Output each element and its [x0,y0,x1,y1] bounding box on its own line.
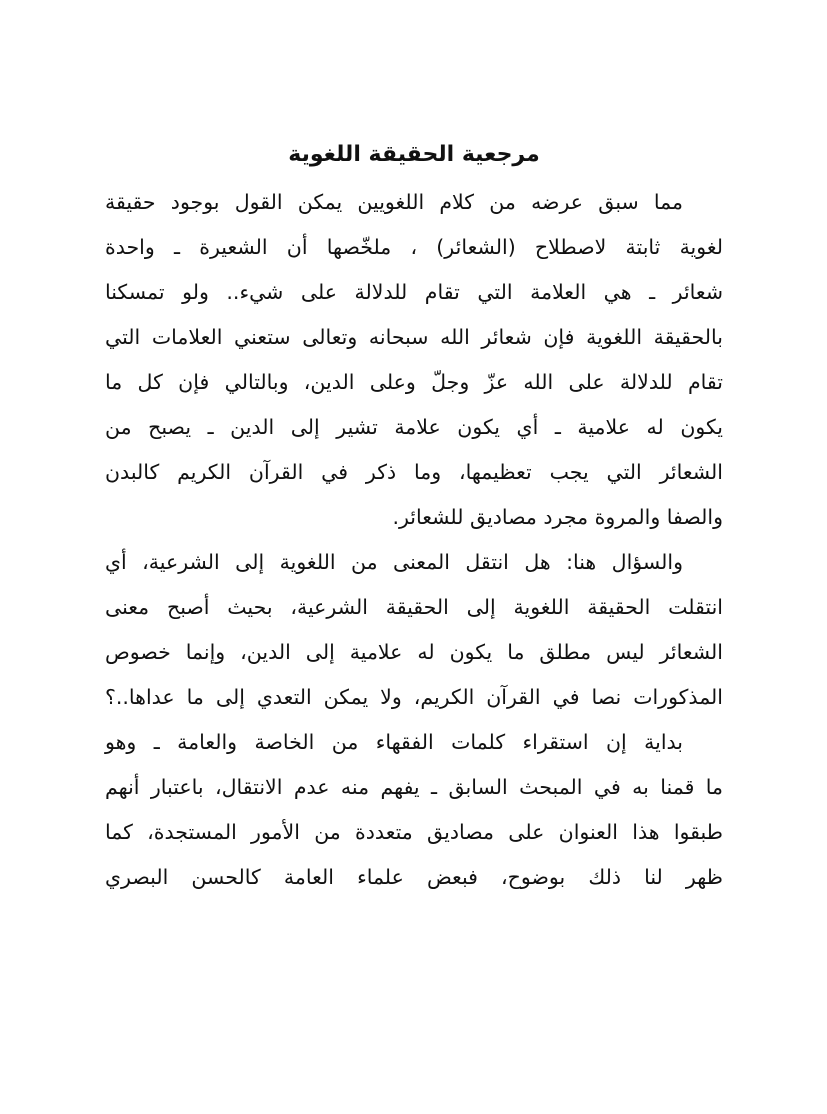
text-line: بداية إن استقراء كلمات الفقهاء من الخاصة والعامة ـ وهو [105,730,683,754]
text-line: ظهر لنا ذلك بوضوح، فبعض علماء العامة كالحسن البصري [105,865,723,889]
text-line: والسؤال هنا: هل انتقل المعنى من اللغوية إلى الشرعية، أي [105,550,683,574]
text-line: المذكورات نصا في القرآن الكريم، ولا يمكن التعدي إلى ما عداها..؟ [105,685,723,709]
text-line: تقام للدلالة على الله عزّ وجلّ وعلى الدين، وبالتالي فإن كل ما [105,370,723,394]
text-line: الشعائر ليس مطلق ما يكون له علامية إلى الدين، وإنما خصوص [105,640,723,664]
section-title: مرجعية الحقيقة اللغوية [288,142,540,167]
text-line: والصفا والمروة مجرد مصاديق للشعائر. [392,505,723,529]
text-line: يكون له علامية ـ أي يكون علامة تشير إلى الدين ـ يصبح من [105,415,723,439]
text-line: الشعائر التي يجب تعظيمها، وما ذكر في القرآن الكريم كالبدن [105,460,723,484]
text-line: طبقوا هذا العنوان على مصاديق متعددة من الأمور المستجدة، كما [105,820,723,844]
text-line: مما سبق عرضه من كلام اللغويين يمكن القول بوجود حقيقة [105,190,683,214]
text-line: لغوية ثابتة لاصطلاح (الشعائر) ، ملخّصها أن الشعيرة ـ واحدة [105,235,723,259]
document-page [105,130,723,900]
text-line: بالحقيقة اللغوية فإن شعائر الله سبحانه وتعالى ستعني العلامات التي [105,325,723,349]
text-line: شعائر ـ هي العلامة التي تقام للدلالة على شيء.. ولو تمسكنا [105,280,723,304]
text-line: ما قمنا به في المبحث السابق ـ يفهم منه عدم الانتقال، باعتبار أنهم [105,775,723,799]
text-line: انتقلت الحقيقة اللغوية إلى الحقيقة الشرعية، بحيث أصبح معنى [105,595,723,619]
